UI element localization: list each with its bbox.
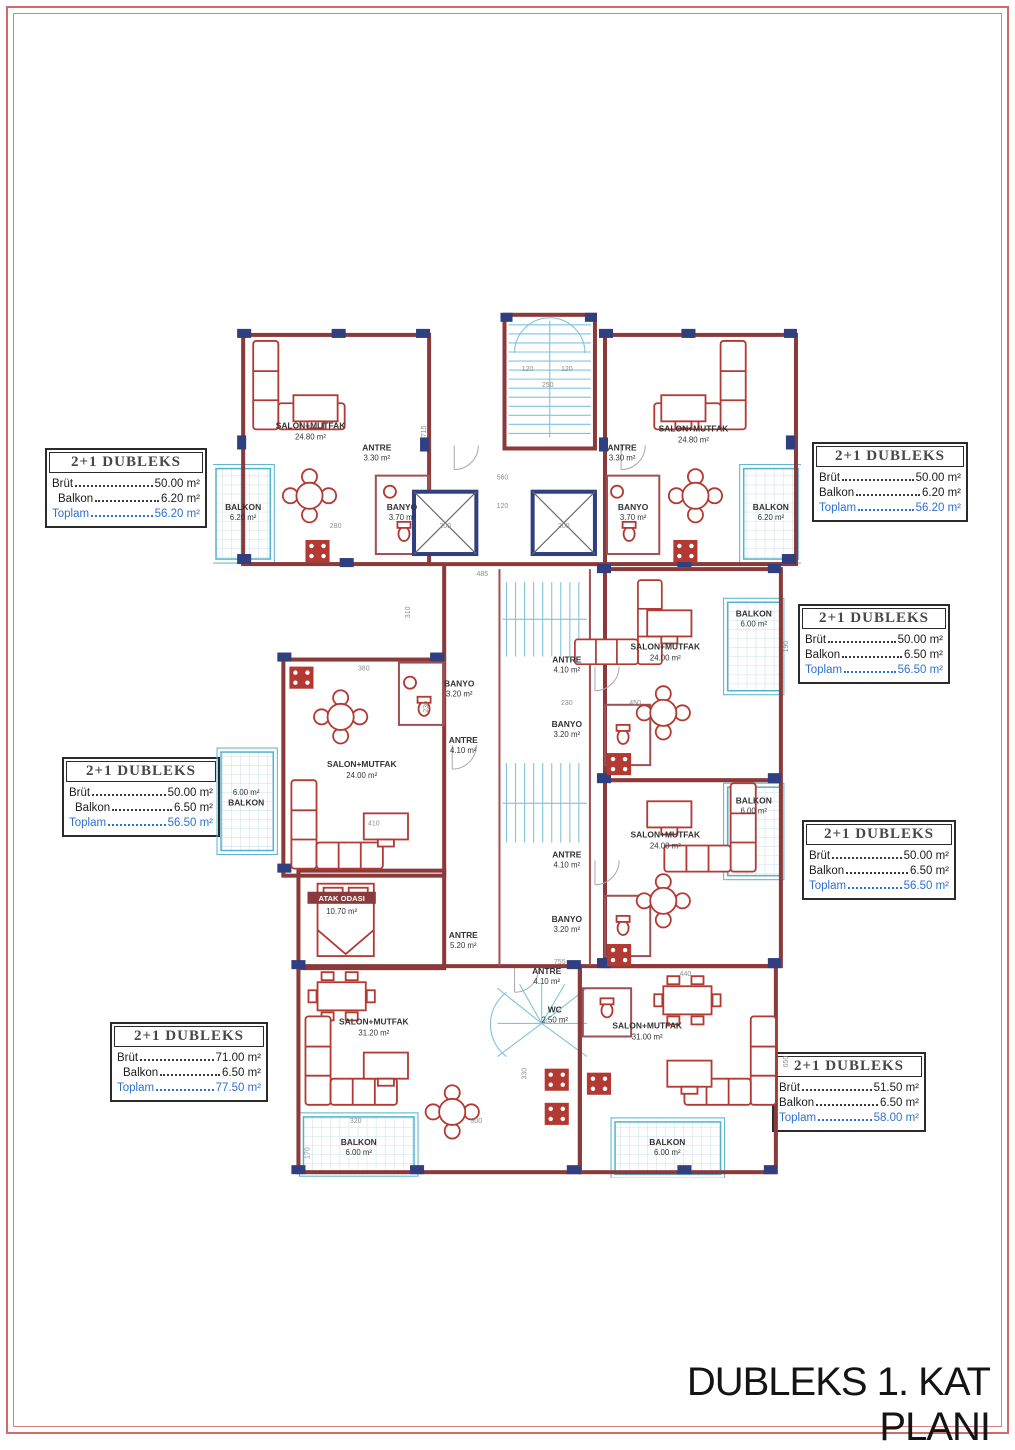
room-label: BALKON [649,1137,686,1148]
info-box-title: 2+1 DUBLEKS [806,824,952,845]
brut-row: Brüt 50.00 m² [819,472,961,484]
room-area: 6.00 m² [740,806,768,816]
room-label: SALON+MUTFAK [275,420,346,431]
info-box-title: 2+1 DUBLEKS [802,608,946,629]
dim-label: 485 [476,571,489,579]
room-label: SALON+MUTFAK [612,1020,683,1031]
dim-label: 450 [629,699,642,707]
room-area: 3.70 m² [388,512,416,522]
balkon-row: Balkon 6.20 m² [819,487,961,499]
balkon-row: Balkon 6.50 m² [805,649,943,661]
furniture [253,341,776,1139]
dim-label: 410 [367,820,380,828]
room-area: 31.00 m² [631,1032,663,1042]
room-label: SALON+MUTFAK [630,641,701,652]
room-area: 2.50 m² [541,1015,569,1025]
info-box-title: 2+1 DUBLEKS [49,452,203,473]
info-box-right-upper [798,604,950,684]
room-label: BALKON [340,1137,377,1148]
room-area: 6.00 m² [232,788,260,798]
room-label: ANTRE [552,849,582,860]
toplam-row: Toplam 56.50 m² [69,817,213,829]
info-box-right-lower [802,820,956,900]
room-area: 3.20 m² [553,924,581,934]
room-area: 24.00 m² [649,841,681,851]
info-box-top-right [812,442,968,522]
room-area: 24.80 m² [295,432,326,442]
room-label: ANTRE [448,929,478,940]
dim-label: 120 [496,502,509,510]
balkon-row: Balkon 6.50 m² [75,802,213,814]
room-area: 24.80 m² [677,435,709,445]
dim-label: 380 [357,665,370,673]
dim-label: 200 [439,522,452,530]
dim-label: 120 [521,366,534,374]
room-label: ATAK ODASI [318,893,365,903]
dim-label: 200 [557,522,570,530]
room-area: 24.00 m² [346,771,378,781]
room-area: 6.00 m² [740,619,768,629]
room-area: 3.30 m² [363,453,391,463]
info-box-title: 2+1 DUBLEKS [816,446,964,467]
room-label: BANYO [617,501,649,512]
brut-row: Brüt 51.50 m² [779,1082,919,1094]
info-box-left-middle [62,757,220,837]
room-label: ANTRE [448,734,478,745]
dim-label: 755 [553,959,566,967]
room-area: 3.20 m² [553,729,581,739]
room-label: SALON+MUTFAK [658,423,729,434]
room-label: ANTRE [532,966,562,977]
toplam-row: Toplam 77.50 m² [117,1082,261,1094]
room-label: BANYO [444,678,475,689]
room-area: 6.20 m² [757,512,785,522]
dim-label: 310 [405,606,413,619]
room-label: ANTRE [362,442,392,453]
room-area: 4.10 m² [533,977,560,987]
room-label: BALKON [735,608,772,619]
room-area: 6.20 m² [229,512,257,522]
toplam-row: Toplam 58.00 m² [779,1112,919,1124]
room-area: 6.00 m² [345,1148,373,1158]
room-label: ANTRE [552,654,582,665]
room-label: SALON+MUTFAK [339,1016,409,1027]
room-label: BALKON [225,501,262,512]
info-box-title: 2+1 DUBLEKS [66,761,216,782]
info-box-title: 2+1 DUBLEKS [114,1026,264,1047]
room-area: 24.00 m² [649,653,681,663]
room-area: 5.20 m² [450,941,477,951]
room-area: 4.10 m² [450,746,477,756]
room-area: 3.30 m² [608,453,636,463]
dim-label: 440 [679,971,692,979]
brut-row: Brüt 50.00 m² [809,850,949,862]
dim-label: 120 [560,366,573,374]
brut-row: Brüt 50.00 m² [805,634,943,646]
dim-label: 715 [421,425,429,438]
dim-label: 280 [329,522,342,530]
sheet-title: DUBLEKS 1. KAT PLANI [686,1360,990,1449]
dim-label: 250 [541,382,554,390]
room-area: 3.20 m² [445,689,473,699]
toplam-row: Toplam 56.50 m² [809,880,949,892]
room-label: WC [547,1004,562,1015]
room-label: SALON+MUTFAK [630,829,701,840]
toplam-row: Toplam 56.50 m² [805,664,943,676]
room-label: BALKON [228,797,265,808]
brut-row: Brüt 50.00 m² [69,787,213,799]
balkon-row: Balkon 6.50 m² [779,1097,919,1109]
room-label: BANYO [551,913,583,924]
dim-label: 230 [560,699,573,707]
room-label: BALKON [752,501,789,512]
room-area: 4.10 m² [553,860,581,870]
info-box-title: 2+1 DUBLEKS [776,1056,922,1077]
dim-label: 650 [782,1055,790,1068]
toplam-row: Toplam 56.20 m² [52,508,200,520]
balkon-row: Balkon 6.50 m² [123,1067,261,1079]
room-area: 31.20 m² [358,1028,390,1038]
dim-label: 330 [521,1067,529,1080]
dim-label: 560 [496,474,509,482]
toplam-row: Toplam 56.20 m² [819,502,961,514]
room-label: BANYO [551,718,583,729]
dim-label: 320 [349,1117,362,1125]
room-label: ANTRE [607,442,637,453]
info-box-top-left [45,448,207,528]
room-area: 3.70 m² [619,512,647,522]
brut-row: Brüt 71.00 m² [117,1052,261,1064]
room-area: 4.10 m² [553,665,581,675]
balkon-row: Balkon 6.20 m² [58,493,200,505]
room-area: 10.70 m² [326,906,358,916]
balkon-row: Balkon 6.50 m² [809,865,949,877]
floor-plan-drawing [213,312,801,1178]
dim-label: 190 [782,640,790,653]
dim-label: 230 [423,700,431,713]
room-label: BALKON [735,795,772,806]
room-label: SALON+MUTFAK [326,759,397,770]
room-area: 6.00 m² [654,1148,681,1158]
room-label: BANYO [386,501,418,512]
brut-row: Brüt 50.00 m² [52,478,200,490]
dim-label: 170 [304,1147,312,1159]
dim-label: 300 [470,1117,483,1125]
